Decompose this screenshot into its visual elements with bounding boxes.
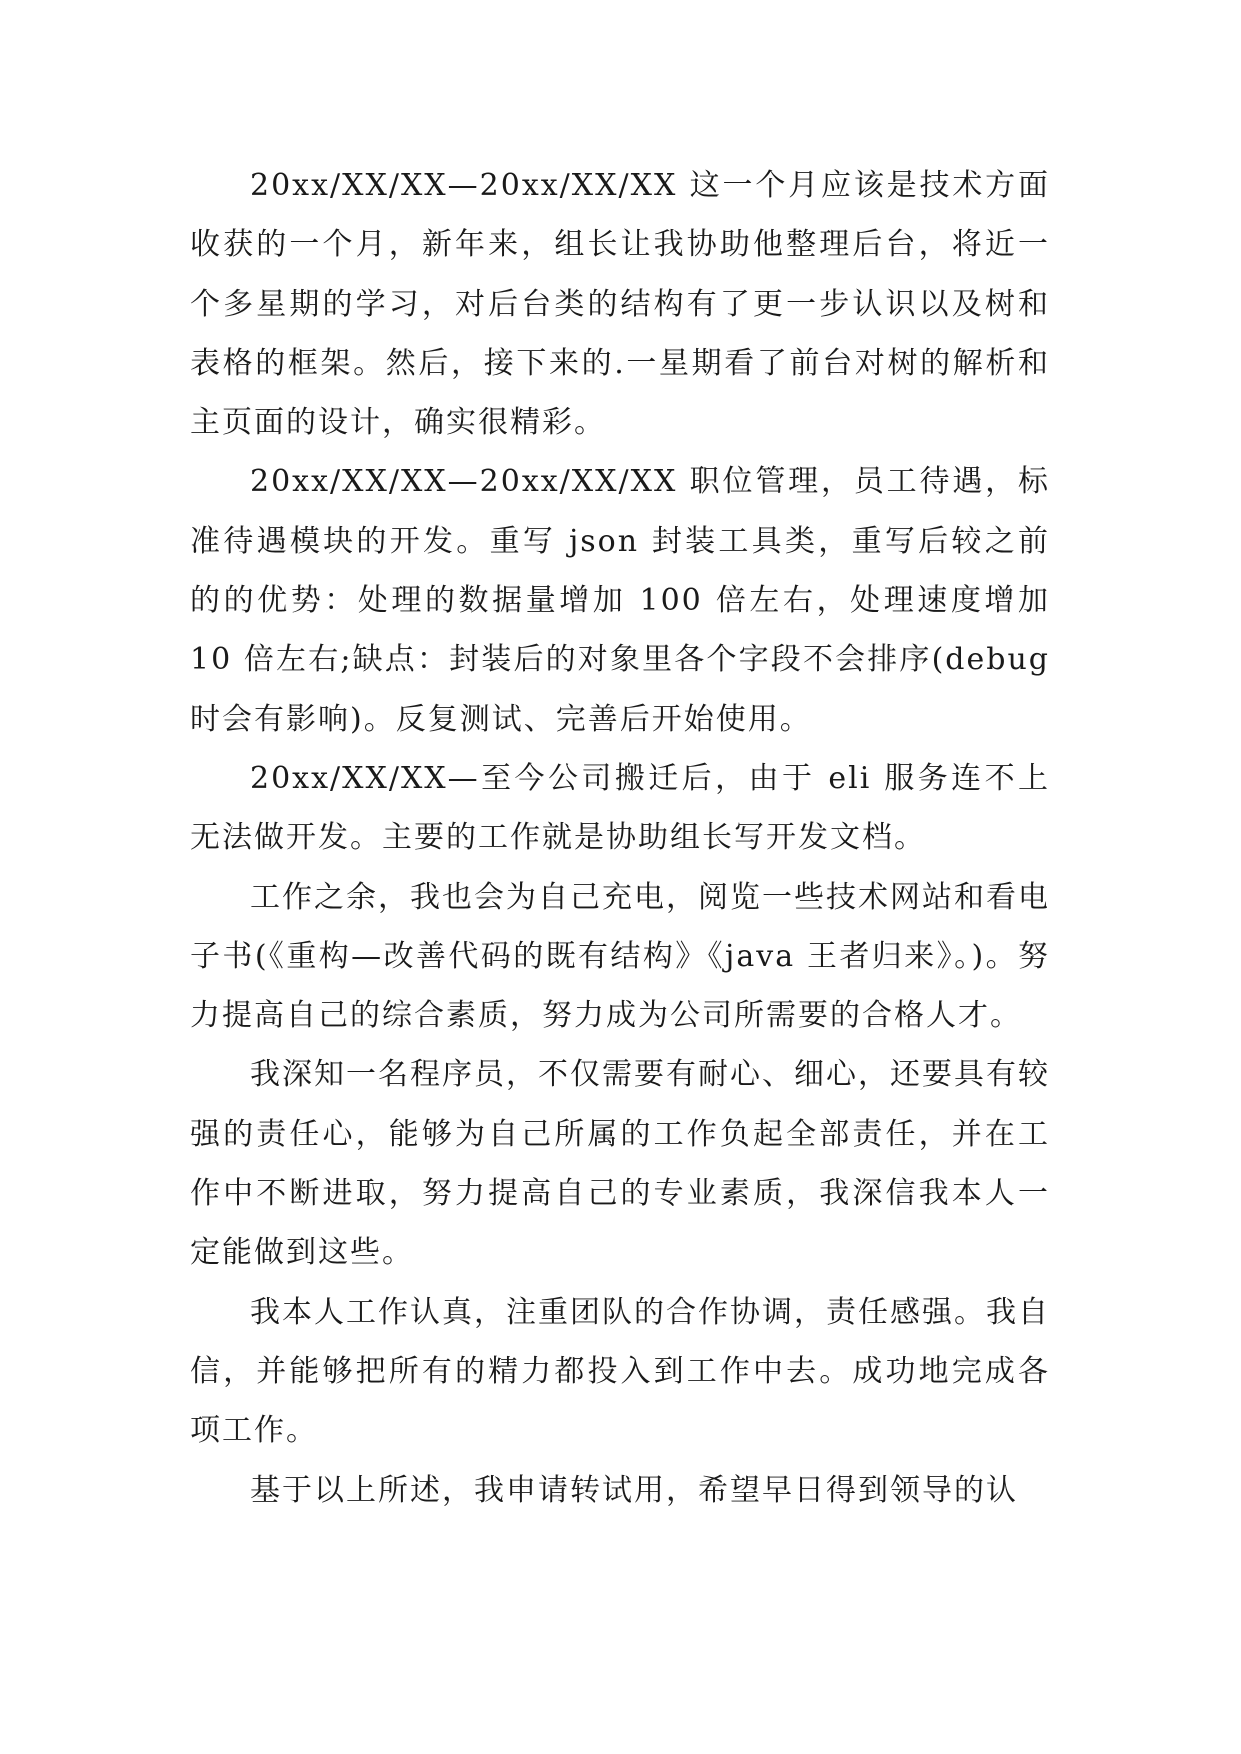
paragraph-2: 20xx/XX/XX—20xx/XX/XX 职位管理，员工待遇，标准待遇模块的开发。重写 json 封装工具类，重写后较之前的的优势：处理的数据量增加 100 倍左右，处理速度增加 10 倍左右;缺点：封装后的对象里各个字段不会排序(debug 时会有影响)。反复测试、完善后开始使用。 (190, 464, 1050, 737)
paragraph-1: 20xx/XX/XX—20xx/XX/XX 这一个月应该是技术方面收获的一个月，新年来，组长让我协助他整理后台，将近一个多星期的学习，对后台类的结构有了更一步认识以及树和表格的框架。然后，接下来的.一星期看了前台对树的解析和主页面的设计，确实很精彩。 (190, 168, 1050, 441)
paragraph-6: 我本人工作认真，注重团队的合作协调，责任感强。我自信，并能够把所有的精力都投入到工作中去。成功地完成各项工作。 (190, 1294, 1050, 1449)
document-body (190, 156, 1050, 1520)
paragraph-5: 我深知一名程序员，不仅需要有耐心、细心，还要具有较强的责任心，能够为自己所属的工作负起全部责任，并在工作中不断进取，努力提高自己的专业素质，我深信我本人一定能做到这些。 (190, 1057, 1050, 1271)
paragraph-7: 基于以上所述，我申请转试用，希望早日得到领导的认 (250, 1472, 1018, 1508)
paragraph-4: 工作之余，我也会为自己充电，阅览一些技术网站和看电子书(《重构—改善代码的既有结构》《java 王者归来》。)。努力提高自己的综合素质，努力成为公司所需要的合格人才。 (190, 879, 1050, 1034)
paragraph-3: 20xx/XX/XX—至今公司搬迁后，由于 eli 服务连不上无法做开发。主要的工作就是协助组长写开发文档。 (190, 760, 1050, 856)
